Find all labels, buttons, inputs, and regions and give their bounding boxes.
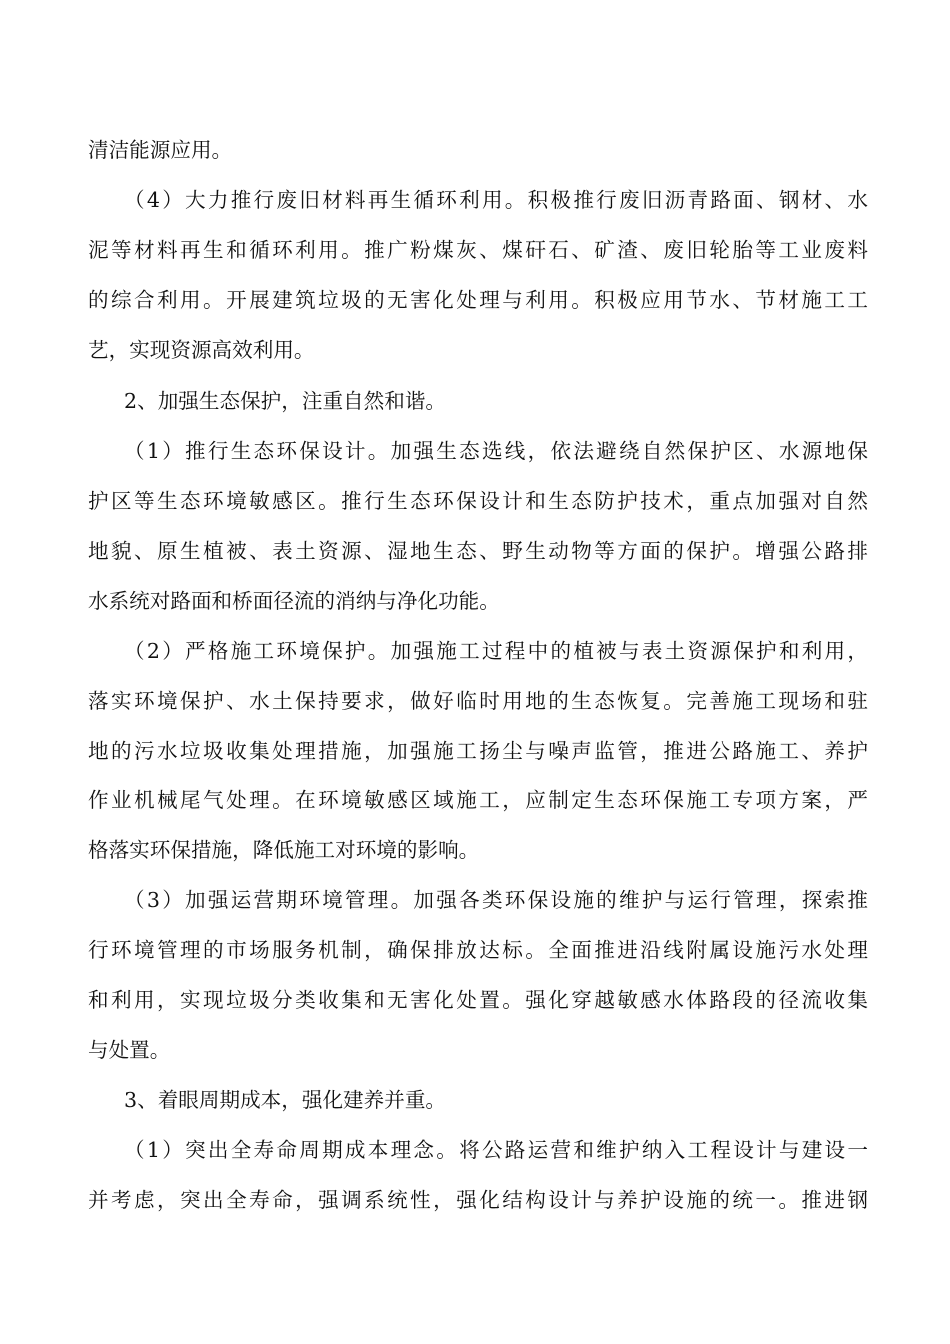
text-line: （4）大力推行废旧材料再生循环利用。积极推行废旧沥青路面、钢材、水 bbox=[124, 188, 868, 212]
text-line: 行环境管理的市场服务机制，确保排放达标。全面推进沿线附属设施污水处理 bbox=[88, 938, 868, 962]
text-line: （1）推行生态环保设计。加强生态选线，依法避绕自然保护区、水源地保 bbox=[124, 439, 868, 463]
section-heading: 2、加强生态保护，注重自然和谐。 bbox=[124, 389, 447, 413]
text-line: 护区等生态环境敏感区。推行生态环保设计和生态防护技术，重点加强对自然 bbox=[88, 489, 868, 513]
text-line: 和利用，实现垃圾分类收集和无害化处置。强化穿越敏感水体路段的径流收集 bbox=[88, 988, 868, 1012]
text-line: 泥等材料再生和循环利用。推广粉煤灰、煤矸石、矿渣、废旧轮胎等工业废料 bbox=[88, 238, 868, 262]
text-line: 落实环境保护、水土保持要求，做好临时用地的生态恢复。完善施工现场和驻 bbox=[88, 689, 868, 713]
text-line: （2）严格施工环境保护。加强施工过程中的植被与表土资源保护和利用， bbox=[124, 639, 868, 663]
section-heading: 3、着眼周期成本，强化建养并重。 bbox=[124, 1088, 447, 1112]
text-line: 地的污水垃圾收集处理措施，加强施工扬尘与噪声监管，推进公路施工、养护 bbox=[88, 739, 868, 763]
text-line: 并考虑，突出全寿命，强调系统性，强化结构设计与养护设施的统一。推进钢 bbox=[88, 1188, 868, 1212]
text-line: 格落实环保措施，降低施工对环境的影响。 bbox=[88, 838, 480, 862]
text-line: 与处置。 bbox=[88, 1038, 171, 1062]
text-line: （3）加强运营期环境管理。加强各类环保设施的维护与运行管理，探索推 bbox=[124, 888, 868, 912]
text-line: 清洁能源应用。 bbox=[88, 138, 233, 162]
text-line: 地貌、原生植被、表土资源、湿地生态、野生动物等方面的保护。增强公路排 bbox=[88, 539, 868, 563]
text-line: 作业机械尾气处理。在环境敏感区域施工，应制定生态环保施工专项方案，严 bbox=[88, 788, 868, 812]
text-line: 水系统对路面和桥面径流的消纳与净化功能。 bbox=[88, 589, 500, 613]
text-line: 的综合利用。开展建筑垃圾的无害化处理与利用。积极应用节水、节材施工工 bbox=[88, 288, 868, 312]
text-line: 艺，实现资源高效利用。 bbox=[88, 338, 315, 362]
text-line: （1）突出全寿命周期成本理念。将公路运营和维护纳入工程设计与建设一 bbox=[124, 1138, 868, 1162]
